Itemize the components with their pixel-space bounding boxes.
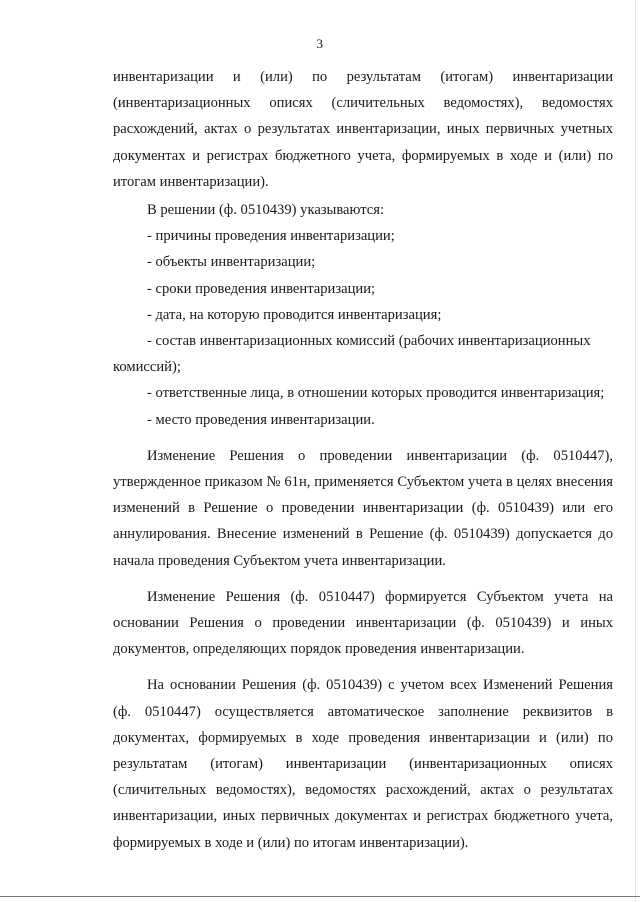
list-item: - ответственные лица, в отношении которых проводится инвентаризация;: [147, 385, 605, 402]
footer-rule: [0, 896, 640, 897]
list-item: - дата, на которую проводится инвентаризация;: [147, 306, 442, 323]
page-number: 3: [316, 36, 324, 51]
list-item: - объекты инвентаризации;: [147, 254, 316, 271]
paragraph-change-decision: Изменение Решения о проведении инвентаризации (ф. 0510447), утвержденное приказом № 61н, применяется Субъектом учета в целях внесения изменений в Решение о проведении инвентаризации (ф. 0510439) или его аннулирования. Внесение изменений в Решение (ф. 0510439) допускается до начала проведения Субъектом учета инвентаризации.: [113, 447, 613, 569]
document-body: [113, 64, 613, 856]
list-item: - место проведения инвентаризации.: [147, 411, 375, 428]
scan-edge: [635, 0, 636, 902]
decision-items-list: [113, 223, 613, 433]
list-item: - сроки проведения инвентаризации;: [147, 280, 376, 297]
paragraph-change-formation: Изменение Решения (ф. 0510447) формируется Субъектом учета на основании Решения о проведении инвентаризации (ф. 0510439) и иных документов, определяющих порядок проведения инвентаризации.: [113, 588, 613, 658]
paragraph-decision-intro: В решении (ф. 0510439) указываются:: [147, 202, 385, 219]
list-item: - состав инвентаризационных комиссий (рабочих инвентаризационных комиссий);: [113, 333, 591, 376]
paragraph-autofill: На основании Решения (ф. 0510439) с учетом всех Изменений Решения (ф. 0510447) осуществляется автоматическое заполнение реквизитов в документах, формируемых в ходе проведения инвентаризации и (или) по результатам (итогам) инвентаризации (инвентаризационных описях (сличительных ведомостях), ведомостях расхождений, актах о результатах инвентаризации, иных первичных документах и регистрах бюджетного учета, формируемых в ходе и (или) по итогам инвентаризации).: [113, 677, 613, 851]
paragraph-continued: инвентаризации и (или) по результатам (итогам) инвентаризации (инвентаризационных описях (сличительных ведомостях), ведомостях расхождений, актах о результатах инвентаризации, иных первичных учетных документах и регистрах бюджетного учета, формируемых в ходе и (или) по итогам инвентаризации).: [113, 69, 613, 190]
list-item: - причины проведения инвентаризации;: [147, 228, 395, 245]
